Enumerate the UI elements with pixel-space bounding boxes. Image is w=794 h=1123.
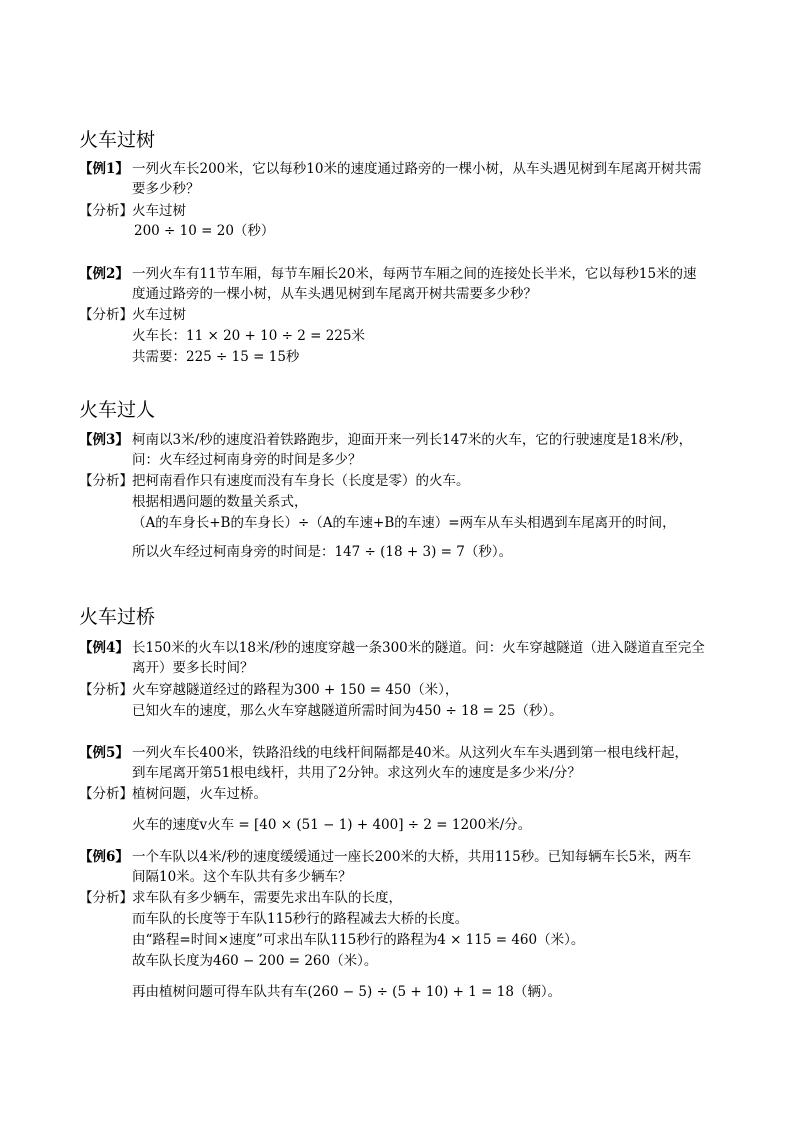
section-title-train-tree: 火车过树 [79,129,156,151]
example-3-analysis-line-3: （A的车身长+B的车身长）÷（A的车速+B的车速）=两车从车头相遇到车尾离开的时间， [132,515,676,531]
example-2-analysis-line-1: 火车过树 [132,307,186,323]
example-3-analysis-line-4: 所以火车经过柯南身旁的时间是：147 ÷ (18 + 3) = 7（秒）。 [132,544,513,560]
example-4-analysis-line-1: 火车穿越隧道经过的路程为300 + 150 = 450（米）， [132,682,459,698]
example-5-analysis-line-1: 植树问题，火车过桥。 [132,786,267,802]
example-3-question-line-2: 问：火车经过柯南身旁的时间是多少？ [132,452,362,468]
example-1-question-line-1: 一列火车长200米，它以每秒10米的速度通过路旁的一棵小树，从车头遇见树到车尾离开树共需 [132,161,702,177]
example-6-analysis-label: 【分析】 [79,890,133,906]
section-title-train-bridge: 火车过桥 [79,606,156,628]
example-6-question-line-1: 一个车队以4米/秒的速度缓缓通过一座长200米的大桥，共用115秒。已知每辆车长5米，两车 [132,849,692,865]
example-6-analysis-line-2: 而车队的长度等于车队115秒行的路程减去大桥的长度。 [132,911,469,927]
example-3-analysis-line-2: 根据相遇问题的数量关系式， [132,494,308,510]
example-3-label: 【例3】 [79,432,129,448]
example-1-analysis-label: 【分析】 [79,203,133,219]
example-4-analysis-line-2: 已知火车的速度，那么火车穿越隧道所需时间为450 ÷ 18 = 25（秒）。 [132,703,563,719]
example-1-analysis-line-2: 200 ÷ 10 = 20（秒） [134,223,275,239]
example-6-question-line-2: 间隔10米。这个车队共有多少辆车？ [132,869,352,885]
example-5-question-line-1: 一列火车长400米，铁路沿线的电线杆间隔都是40米。从这列火车车头遇到第一根电线杆起， [132,745,688,761]
example-6-analysis-line-4: 故车队长度为460 − 200 = 260（米）。 [132,953,378,969]
example-3-analysis-line-1: 把柯南看作只有速度而没有车身长（长度是零）的火车。 [132,473,470,489]
example-1-analysis-line-1: 火车过树 [132,203,186,219]
example-1-label: 【例1】 [79,161,129,177]
example-6-analysis-line-3: 由“路程=时间×速度”可求出车队115秒行的路程为4 × 115 = 460（米）。 [132,932,585,948]
example-5-analysis-label: 【分析】 [79,786,133,802]
example-5-analysis-line-2: 火车的速度v火车 = [40 × (51 − 1) + 400] ÷ 2 = 1200米/分。 [132,817,532,833]
example-4-question-line-1: 长150米的火车以18米/秒的速度穿越一条300米的隧道。问：火车穿越隧道（进入隧道直至完全 [132,640,705,656]
example-5-question-line-2: 到车尾离开第51根电线杆，共用了2分钟。求这列火车的速度是多少米/分？ [132,765,581,781]
example-2-analysis-label: 【分析】 [79,307,133,323]
section-title-train-person: 火车过人 [79,399,156,421]
example-6-analysis-line-5: 再由植树问题可得车队共有车(260 − 5) ÷ (5 + 10) + 1 = 18（辆）。 [132,984,562,1000]
example-4-analysis-label: 【分析】 [79,682,133,698]
example-2-label: 【例2】 [79,266,129,282]
example-6-analysis-line-1: 求车队有多少辆车，需要先求出车队的长度， [132,890,402,906]
example-2-analysis-line-2: 火车长：11 × 20 + 10 ÷ 2 = 225米 [132,328,365,344]
example-2-question-line-2: 度通过路旁的一棵小树，从车头遇见树到车尾离开树共需要多少秒？ [132,286,537,302]
example-6-label: 【例6】 [79,849,129,865]
example-5-label: 【例5】 [79,745,129,761]
example-4-label: 【例4】 [79,640,129,656]
example-3-analysis-label: 【分析】 [79,473,133,489]
example-4-question-line-2: 离开）要多长时间？ [132,660,254,676]
example-2-analysis-line-3: 共需要：225 ÷ 15 = 15秒 [132,349,300,365]
example-1-question-line-2: 要多少秒？ [132,181,200,197]
example-3-question-line-1: 柯南以3米/秒的速度沿着铁路跑步，迎面开来一列长147米的火车，它的行驶速度是18米/秒， [132,432,693,448]
example-2-question-line-1: 一列火车有11节车厢，每节车厢长20米，每两节车厢之间的连接处长半米，它以每秒15米的速 [132,266,697,282]
